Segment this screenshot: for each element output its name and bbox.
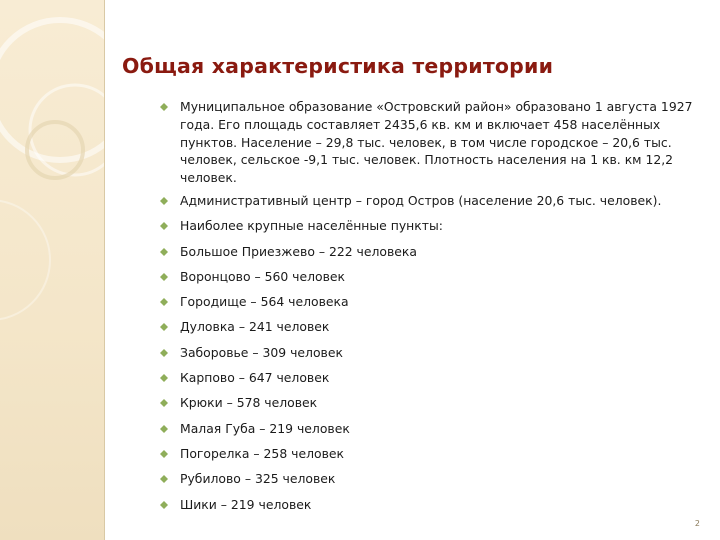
list-item [160, 496, 705, 521]
list-item [160, 243, 705, 268]
list-item-text: Наиболее крупные населённые пункты: [180, 218, 443, 234]
list-item-text: Административный центр – город Остров (население 20,6 тыс. человек). [180, 192, 662, 208]
list-item [160, 470, 705, 495]
page-number: 2 [694, 519, 700, 528]
decorative-side-band [0, 0, 105, 540]
list-item-text: Рубилово – 325 человек [180, 471, 336, 487]
list-item [160, 344, 705, 369]
list-item [160, 369, 705, 394]
bullet-icon [160, 273, 168, 281]
list-item-text: Дуловка – 241 человек [180, 319, 330, 335]
decorative-rings [0, 0, 105, 540]
bullet-icon [160, 450, 168, 458]
list-item [160, 420, 705, 445]
bullet-icon [160, 298, 168, 306]
bullet-icon [160, 103, 168, 111]
list-item-text: Большое Приезжево – 222 человека [180, 243, 418, 259]
bullet-icon [160, 197, 168, 205]
list-item-text: Воронцово – 560 человек [180, 268, 346, 284]
list-item-text: Заборовье – 309 человек [180, 344, 343, 360]
bullet-icon [160, 399, 168, 407]
bullet-icon [160, 374, 168, 382]
bullet-icon [160, 248, 168, 256]
bullet-icon [160, 222, 168, 230]
list-item [160, 293, 705, 318]
bullet-icon [160, 425, 168, 433]
list-item [160, 268, 705, 293]
bullet-list [160, 98, 705, 521]
list-item [160, 394, 705, 419]
list-item-text: Карпово – 647 человек [180, 370, 330, 386]
list-item-text: Малая Губа – 219 человек [180, 420, 350, 436]
list-item [160, 217, 705, 242]
bullet-icon [160, 475, 168, 483]
bullet-icon [160, 501, 168, 509]
list-item-text: Крюки – 578 человек [180, 395, 318, 411]
list-item-text: Муниципальное образование «Островский район» образовано 1 августа 1927 года. Его площадь составляет 2435,6 кв. км и включает 458 населённых пунктов. Население – 29,8 тыс. человек, в том числе городское – 20,6 тыс. человек, сельское -9,1 тыс. человек. Плотность населения на 1 кв. км 12,2 человек. [180, 99, 693, 186]
bullet-icon [160, 323, 168, 331]
bullet-icon [160, 349, 168, 357]
list-item-text: Городище – 564 человека [180, 294, 349, 310]
list-item-text: Шики – 219 человек [180, 496, 312, 512]
list-item-text: Погорелка – 258 человек [180, 445, 344, 461]
list-item [160, 445, 705, 470]
list-item [160, 318, 705, 343]
list-item [160, 98, 705, 187]
slide-title: Общая характеристика территории [122, 54, 554, 78]
list-item [160, 192, 705, 217]
